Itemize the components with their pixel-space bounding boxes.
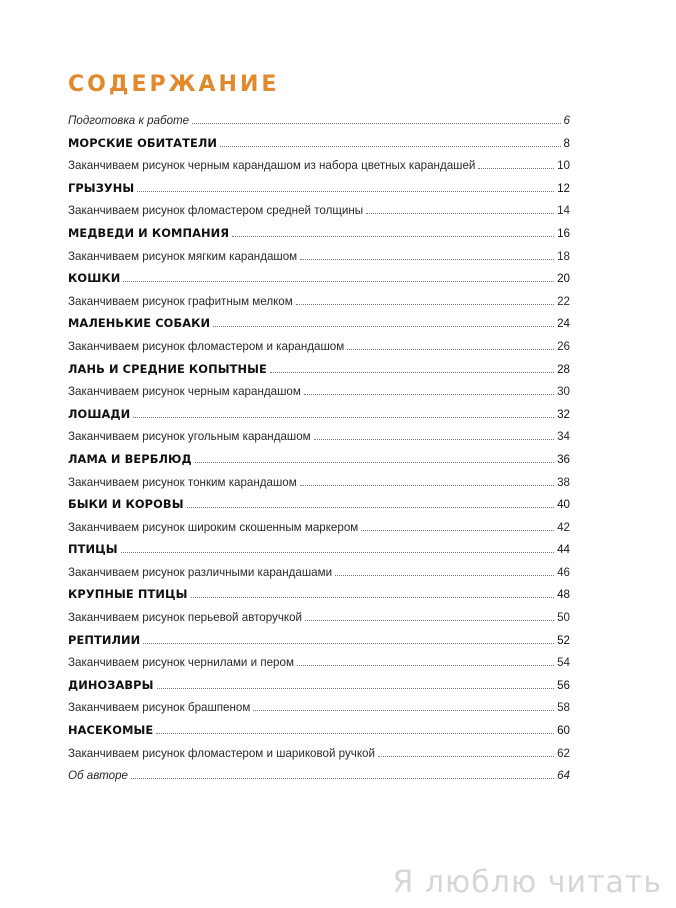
toc-subentry	[68, 293, 570, 316]
toc-section-entry	[68, 496, 570, 519]
dot-leader	[296, 293, 554, 305]
toc-entry-page-number: 40	[557, 498, 570, 512]
toc-entry-page-number: 22	[557, 294, 570, 308]
dot-leader	[143, 632, 554, 644]
toc-entry-page-number: 32	[557, 407, 570, 421]
dot-leader	[191, 586, 555, 598]
dot-leader	[157, 677, 555, 689]
toc-entry-title: ПТИЦЫ	[68, 542, 118, 557]
toc-entry-title: Заканчиваем рисунок мягким карандашом	[68, 249, 298, 263]
toc-entry-title: Заканчиваем рисунок чернилами и пером	[68, 656, 294, 670]
toc-entry-title: Заканчиваем рисунок графитным мелком	[68, 294, 293, 308]
dot-leader	[270, 361, 554, 373]
toc-subentry	[68, 699, 570, 722]
toc-subentry	[68, 338, 570, 361]
toc-entry-title: Заканчиваем рисунок фломастером средней толщины	[68, 204, 364, 218]
dot-leader	[187, 496, 554, 508]
toc-entry-page-number: 16	[557, 226, 570, 240]
dot-leader	[304, 383, 554, 395]
toc-entry-page-number: 36	[557, 452, 570, 466]
toc-entry-page-number: 30	[557, 385, 570, 399]
toc-entry-page-number: 8	[563, 136, 570, 150]
dot-leader	[123, 270, 554, 282]
toc-entry-title: Заканчиваем рисунок черным карандашом из набора цветных карандашей	[68, 159, 476, 173]
toc-subentry	[68, 428, 570, 451]
toc-subentry	[68, 519, 570, 542]
toc-entry-page-number: 58	[557, 701, 570, 715]
toc-entry-page-number: 54	[557, 656, 570, 670]
toc-section-entry	[68, 406, 570, 429]
toc-entry-page-number: 20	[557, 272, 570, 286]
toc-subentry	[68, 654, 570, 677]
toc-section-entry	[68, 270, 570, 293]
dot-leader	[220, 135, 561, 147]
dot-leader	[121, 541, 554, 553]
toc-entry-page-number: 44	[557, 543, 570, 557]
toc-subentry	[68, 745, 570, 768]
toc-extra-entry	[68, 112, 570, 135]
toc-entry-page-number: 34	[557, 430, 570, 444]
dot-leader	[478, 157, 554, 169]
toc-entry-page-number: 10	[557, 159, 570, 173]
table-of-contents	[68, 112, 570, 790]
toc-entry-page-number: 26	[557, 339, 570, 353]
toc-entry-page-number: 42	[557, 520, 570, 534]
toc-subentry	[68, 564, 570, 587]
toc-extra-entry	[68, 767, 570, 790]
dot-leader	[347, 338, 554, 350]
toc-entry-title: Заканчиваем рисунок фломастером и шариковой ручкой	[68, 746, 375, 760]
dot-leader	[366, 202, 554, 214]
toc-entry-page-number: 12	[557, 181, 570, 195]
toc-entry-page-number: 48	[557, 588, 570, 602]
toc-entry-title: РЕПТИЛИИ	[68, 632, 141, 647]
dot-leader	[232, 225, 554, 237]
dot-leader	[192, 112, 560, 124]
toc-entry-page-number: 52	[557, 633, 570, 647]
toc-entry-title: ДИНОЗАВРЫ	[68, 677, 154, 692]
toc-entry-page-number: 18	[557, 249, 570, 263]
toc-section-entry	[68, 135, 570, 158]
dot-leader	[131, 767, 554, 779]
toc-entry-page-number: 14	[557, 204, 570, 218]
toc-subentry	[68, 248, 570, 271]
toc-entry-title: ЛОШАДИ	[68, 406, 131, 421]
toc-section-entry	[68, 361, 570, 384]
toc-section-entry	[68, 315, 570, 338]
toc-entry-title: Заканчиваем рисунок черным карандашом	[68, 385, 301, 399]
toc-entry-title: Заканчиваем рисунок перьевой авторучкой	[68, 611, 303, 625]
toc-section-entry	[68, 632, 570, 655]
toc-entry-page-number: 46	[557, 565, 570, 579]
dot-leader	[253, 699, 554, 711]
toc-entry-page-number: 64	[557, 769, 570, 783]
page-title: СОДЕРЖАНИЕ	[68, 72, 280, 97]
dot-leader	[361, 519, 554, 531]
watermark: Я люблю читать	[392, 865, 662, 900]
toc-subentry	[68, 474, 570, 497]
toc-entry-title: МАЛЕНЬКИЕ СОБАКИ	[68, 316, 211, 331]
toc-entry-title: Заканчиваем рисунок фломастером и карандашом	[68, 339, 345, 353]
toc-entry-title: ЛАМА И ВЕРБЛЮД	[68, 451, 192, 466]
toc-entry-title: Заканчиваем рисунок различными карандашами	[68, 565, 333, 579]
dot-leader	[195, 451, 554, 463]
dot-leader	[305, 609, 554, 621]
dot-leader	[156, 722, 554, 734]
dot-leader	[378, 745, 554, 757]
toc-section-entry	[68, 722, 570, 745]
toc-entry-page-number: 60	[557, 724, 570, 738]
toc-subentry	[68, 609, 570, 632]
toc-entry-title: МОРСКИЕ ОБИТАТЕЛИ	[68, 135, 218, 150]
toc-entry-title: ГРЫЗУНЫ	[68, 180, 135, 195]
toc-entry-title: Заканчиваем рисунок тонким карандашом	[68, 475, 297, 489]
toc-entry-title: Заканчиваем рисунок брашпеном	[68, 701, 251, 715]
toc-entry-page-number: 24	[557, 317, 570, 331]
toc-entry-title: Заканчиваем рисунок широким скошенным маркером	[68, 520, 359, 534]
dot-leader	[297, 654, 554, 666]
toc-subentry	[68, 383, 570, 406]
toc-entry-title: ЛАНЬ И СРЕДНИЕ КОПЫТНЫЕ	[68, 361, 267, 376]
toc-entry-title: БЫКИ И КОРОВЫ	[68, 497, 184, 512]
toc-entry-page-number: 6	[563, 114, 570, 127]
toc-section-entry	[68, 677, 570, 700]
toc-section-entry	[68, 451, 570, 474]
toc-entry-page-number: 62	[557, 746, 570, 760]
toc-section-entry	[68, 586, 570, 609]
dot-leader	[335, 564, 554, 576]
toc-entry-title: КОШКИ	[68, 271, 121, 286]
toc-entry-title: Об авторе	[68, 769, 129, 783]
toc-entry-page-number: 28	[557, 362, 570, 376]
toc-entry-title: КРУПНЫЕ ПТИЦЫ	[68, 587, 188, 602]
toc-entry-page-number: 56	[557, 678, 570, 692]
toc-entry-title: МЕДВЕДИ И КОМПАНИЯ	[68, 225, 230, 240]
toc-entry-title: НАСЕКОМЫЕ	[68, 723, 154, 738]
toc-section-entry	[68, 180, 570, 203]
toc-entry-page-number: 50	[557, 611, 570, 625]
dot-leader	[137, 180, 554, 192]
toc-section-entry	[68, 541, 570, 564]
toc-subentry	[68, 202, 570, 225]
dot-leader	[213, 315, 554, 327]
dot-leader	[133, 406, 554, 418]
dot-leader	[300, 248, 554, 260]
toc-entry-page-number: 38	[557, 475, 570, 489]
toc-subentry	[68, 157, 570, 180]
toc-entry-title: Заканчиваем рисунок угольным карандашом	[68, 430, 311, 444]
dot-leader	[300, 474, 554, 486]
toc-entry-title: Подготовка к работе	[68, 114, 190, 127]
toc-section-entry	[68, 225, 570, 248]
dot-leader	[314, 428, 554, 440]
